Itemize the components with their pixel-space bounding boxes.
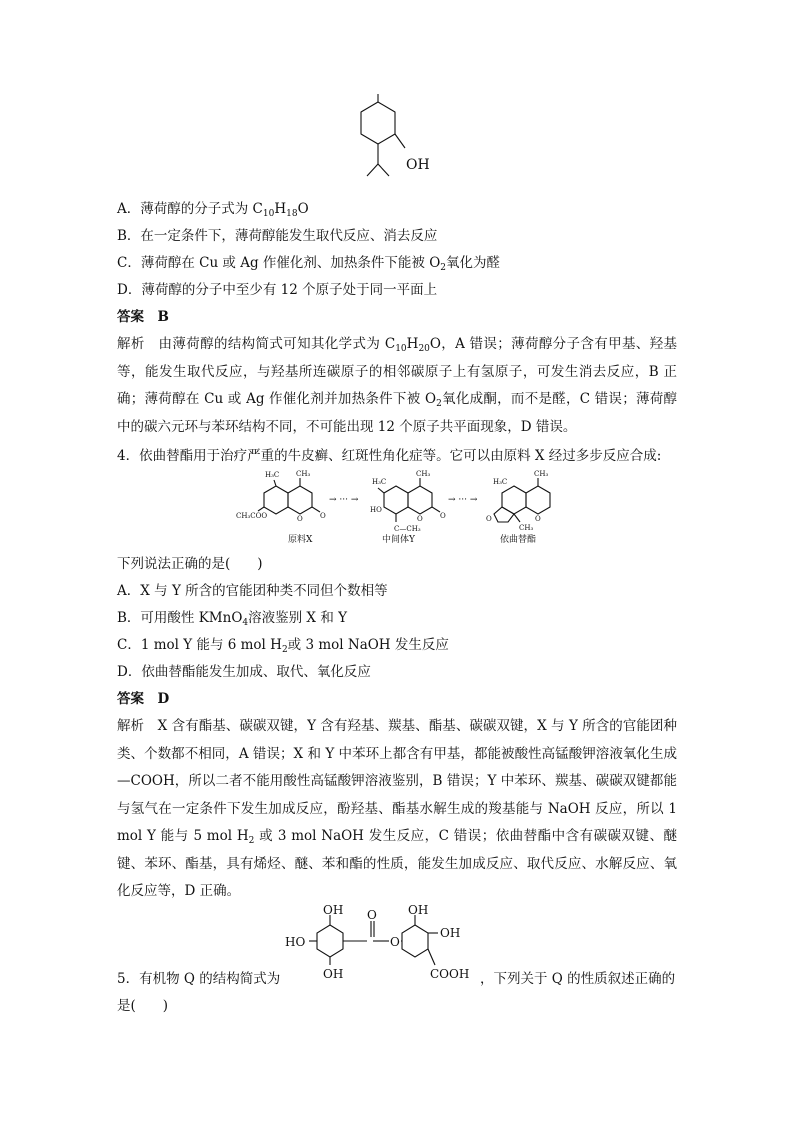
q3-option-d: D．薄荷醇的分子中至少有 12 个原子处于同一平面上 (117, 282, 438, 298)
product-methyl-label-2: H₃C (493, 478, 508, 486)
q5-stem-prefix: 5．有机物 Q 的结构简式为 (117, 971, 281, 987)
q-oh-top-left: OH (323, 903, 344, 917)
q-oh-top-right: OH (408, 903, 429, 917)
product-methyl-label-3: CH₃ (519, 524, 534, 532)
intermediate-y-structure (370, 470, 446, 533)
q3-option-a: A．薄荷醇的分子式为 $C_{10}H_{18}O$ (117, 201, 309, 219)
label-product: 依曲替酯 (500, 535, 537, 545)
q4-option-b: B．可用酸性 KMnO$_4$溶液鉴别 X 和 Y (117, 610, 348, 628)
y-acyl-label: C—CH₃ (394, 525, 421, 533)
raw-material-x-structure (236, 470, 326, 523)
q-carbonyl-oxygen: O (367, 908, 377, 922)
molecule-q-structure (285, 903, 480, 989)
product-methyl-label: CH₃ (534, 470, 549, 478)
label-intermediate-y: 中间体Y (382, 535, 415, 545)
label-raw-material-x: 原料X (288, 535, 313, 545)
q4-reaction-scheme (236, 468, 556, 546)
q-oh-bottom-left: OH (323, 967, 344, 981)
q4-answer: 答案 D (117, 691, 170, 707)
y-methyl-label-2: CH₃ (416, 470, 431, 478)
x-methyl-label-2: CH₃ (296, 470, 311, 478)
q5-stem-line2: 是( ) (117, 998, 169, 1014)
q-ester-oxygen: O (390, 935, 400, 949)
q3-answer: 答案 B (117, 309, 169, 325)
q4-option-d: D．依曲替酯能发生加成、取代、氧化反应 (117, 664, 371, 680)
q4-stem: 4．依曲替酯用于治疗严重的牛皮癣、红斑性角化症等。它可以由原料 X 经过多步反应合成: (117, 448, 662, 464)
scheme-arrow-2: → ··· → (448, 495, 478, 505)
q-ho-left: HO (285, 935, 306, 949)
q4-explanation: 解析 X 含有酯基、碳碳双键，Y 含有羟基、羰基、酯基、碳碳双键，X 与 Y 所含的官能团种类、个数都不相同，A 错误；X 和 Y 中苯环上都含有甲基，都能被酸性高锰酸钾溶液氧化生成—COOH，所以二者不能用酸性高锰酸钾溶液鉴别，B 错误；Y 中苯环、羰基、碳碳双键都能与氢气在一定条件下发生加成反应，酚羟基、酯基水解生成的羧基能与 NaOH 反应，所以 1 mol Y 能与 5 mol $H_2$ 或 3 mol NaOH 发生反应，C 错误；依曲替酯中含有碳碳双键、醚键、苯环、酯基，具有烯烃、醚、苯和酯的性质，能发生加成反应、取代反应、水解反应、氧化反应等，D 正确。 (117, 718, 677, 899)
y-ring-oxygen: O (417, 515, 423, 523)
q4-question: 下列说法正确的是( ) (117, 556, 263, 572)
menthol-structure (345, 92, 445, 190)
y-carbonyl-oxygen: O (440, 512, 446, 520)
q4-option-a: A．X 与 Y 所含的官能团种类不同但个数相等 (117, 583, 388, 599)
scheme-arrow-1: → ··· → (329, 495, 359, 505)
q3-explanation: 解析 由薄荷醇的结构简式可知其化学式为 $C_{10}H_{20}O$，A 错误；薄荷醇分子含有甲基、羟基等，能发生取代反应，与羟基所连碳原子的相邻碳原子上有氢原子，可发生消去反应，B 正确；薄荷醇在 Cu 或 Ag 作催化剂并加热条件下被 $O_2$氧化成酮，而不是醛，C 错误；薄荷醇中的碳六元环与苯环结构不同，不可能出现 12 个原子共平面现象，D 错误。 (117, 336, 678, 435)
q-oh-right: OH (440, 926, 461, 940)
product-ring-oxygen: O (535, 515, 541, 523)
q-carboxyl-label: COOH (430, 967, 470, 981)
q3-option-c: C．薄荷醇在 Cu 或 Ag 作催化剂、加热条件下能被 $O_2$氧化为醛 (117, 255, 501, 273)
product-furan-oxygen: O (486, 515, 492, 523)
x-acetate-label: CH₃COO (236, 512, 268, 520)
x-carbonyl-oxygen: O (320, 512, 326, 520)
q3-option-b: B．在一定条件下，薄荷醇能发生取代反应、消去反应 (117, 228, 438, 244)
hydroxyl-label: OH (406, 157, 430, 173)
y-hydroxyl-label: HO (370, 506, 382, 514)
x-methyl-label: H₃C (265, 471, 280, 479)
q5-stem-suffix: ，下列关于 Q 的性质叙述正确的 (480, 971, 676, 987)
q4-option-c: C．1 mol Y 能与 6 mol $H_2$或 3 mol NaOH 发生反应 (117, 637, 449, 655)
x-ring-oxygen: O (297, 515, 303, 523)
y-methyl-label: H₃C (372, 478, 387, 486)
product-structure (486, 470, 550, 532)
